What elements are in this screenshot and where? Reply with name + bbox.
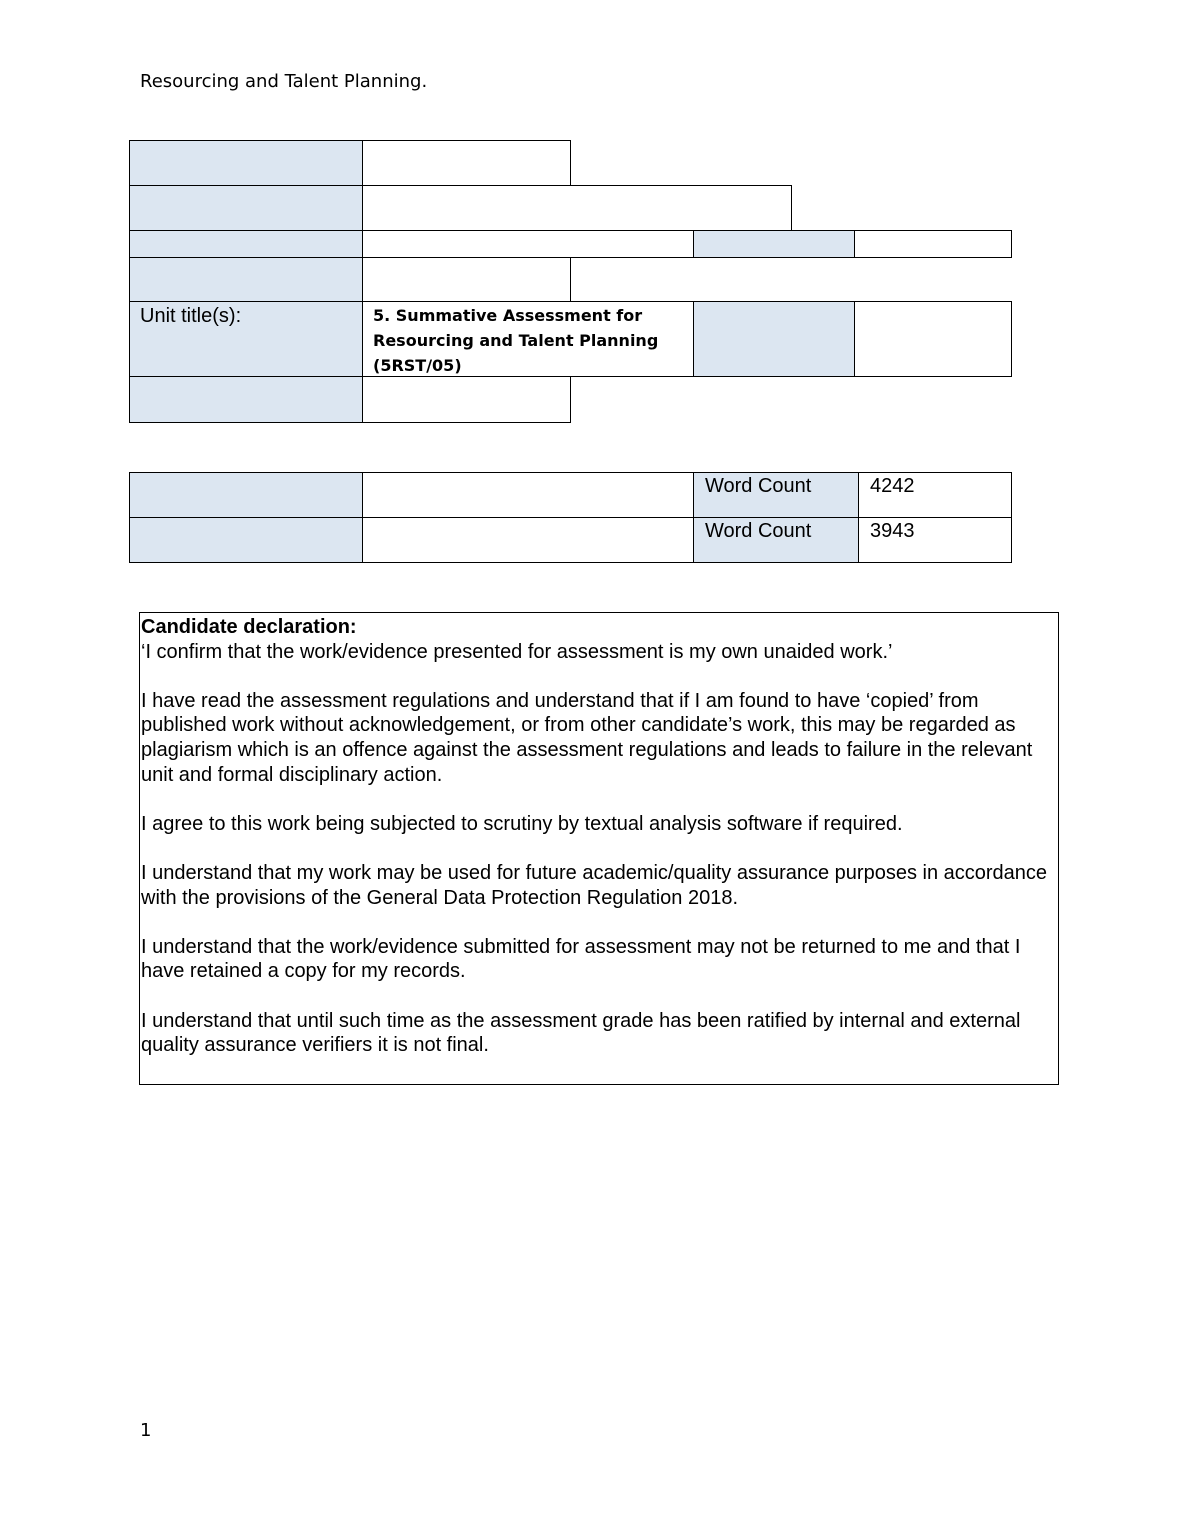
declaration-paragraph: I understand that the work/evidence submitted for assessment may not be returned to me and that I have retained a copy for my records. [141, 935, 1021, 983]
declaration-paragraph: ‘I confirm that the work/evidence presented for assessment is my own unaided work.’ [141, 640, 893, 663]
details-row5-value2-cell[interactable] [854, 301, 1012, 377]
word-count-label-1: Word Count [705, 475, 812, 497]
details-row3-value2-cell[interactable] [854, 230, 1012, 258]
details-row3-label2-cell [693, 230, 855, 258]
declaration-heading: Candidate declaration: [141, 616, 357, 638]
details-row3-label-cell [129, 230, 363, 258]
declaration-paragraph: I agree to this work being subjected to scrutiny by textual analysis software if required. [141, 812, 903, 835]
details-row1-value-cell[interactable] [362, 140, 571, 186]
word-count-row1-label-cell [129, 472, 363, 518]
details-row2-value-cell[interactable] [362, 185, 792, 231]
word-count-row2-value-cell[interactable] [362, 517, 694, 563]
details-row3-value-cell[interactable] [362, 230, 694, 258]
word-count-row1-number-cell [858, 472, 1012, 518]
declaration-paragraph: I understand that my work may be used for future academic/quality assurance purposes in accordance with the provisions of the General Data Protection Regulation 2018. [141, 861, 1048, 909]
unit-title-label-cell [129, 301, 363, 377]
details-row6-label-cell [129, 376, 363, 423]
candidate-declaration-box [139, 612, 1059, 1085]
page-number: 1 [140, 1420, 152, 1441]
word-count-row2-label-cell [129, 517, 363, 563]
word-count-row2-label [693, 517, 859, 563]
word-count-row1-label [693, 472, 859, 518]
details-row5-label2-cell [693, 301, 855, 377]
details-row6-value-cell[interactable] [362, 376, 571, 423]
word-count-value-2: 3943 [870, 520, 915, 542]
unit-title-value-cell [362, 301, 694, 377]
declaration-paragraph: I have read the assessment regulations and understand that if I am found to have ‘copied’ from published work without acknowledgement, or from other candidate’s work, this may be regarded as plagiarism which is an offence against the assessment regulations and leads to failure in the relevant unit and formal disciplinary action. [141, 689, 1033, 786]
document-header: Resourcing and Talent Planning. [140, 71, 428, 92]
unit-title-label: Unit title(s): [140, 305, 242, 327]
word-count-row2-number-cell [858, 517, 1012, 563]
unit-title-value: 5. Summative Assessment for Resourcing and Talent Planning (5RST/05) [373, 306, 659, 375]
details-row4-value-cell[interactable] [362, 257, 571, 302]
word-count-row1-value-cell[interactable] [362, 472, 694, 518]
details-row2-label-cell [129, 185, 363, 231]
details-row1-label-cell [129, 140, 363, 186]
word-count-value-1: 4242 [870, 475, 915, 497]
declaration-paragraph: I understand that until such time as the assessment grade has been ratified by internal and external quality assurance verifiers it is not final. [141, 1009, 1021, 1057]
word-count-label-2: Word Count [705, 520, 812, 542]
details-row4-label-cell [129, 257, 363, 302]
